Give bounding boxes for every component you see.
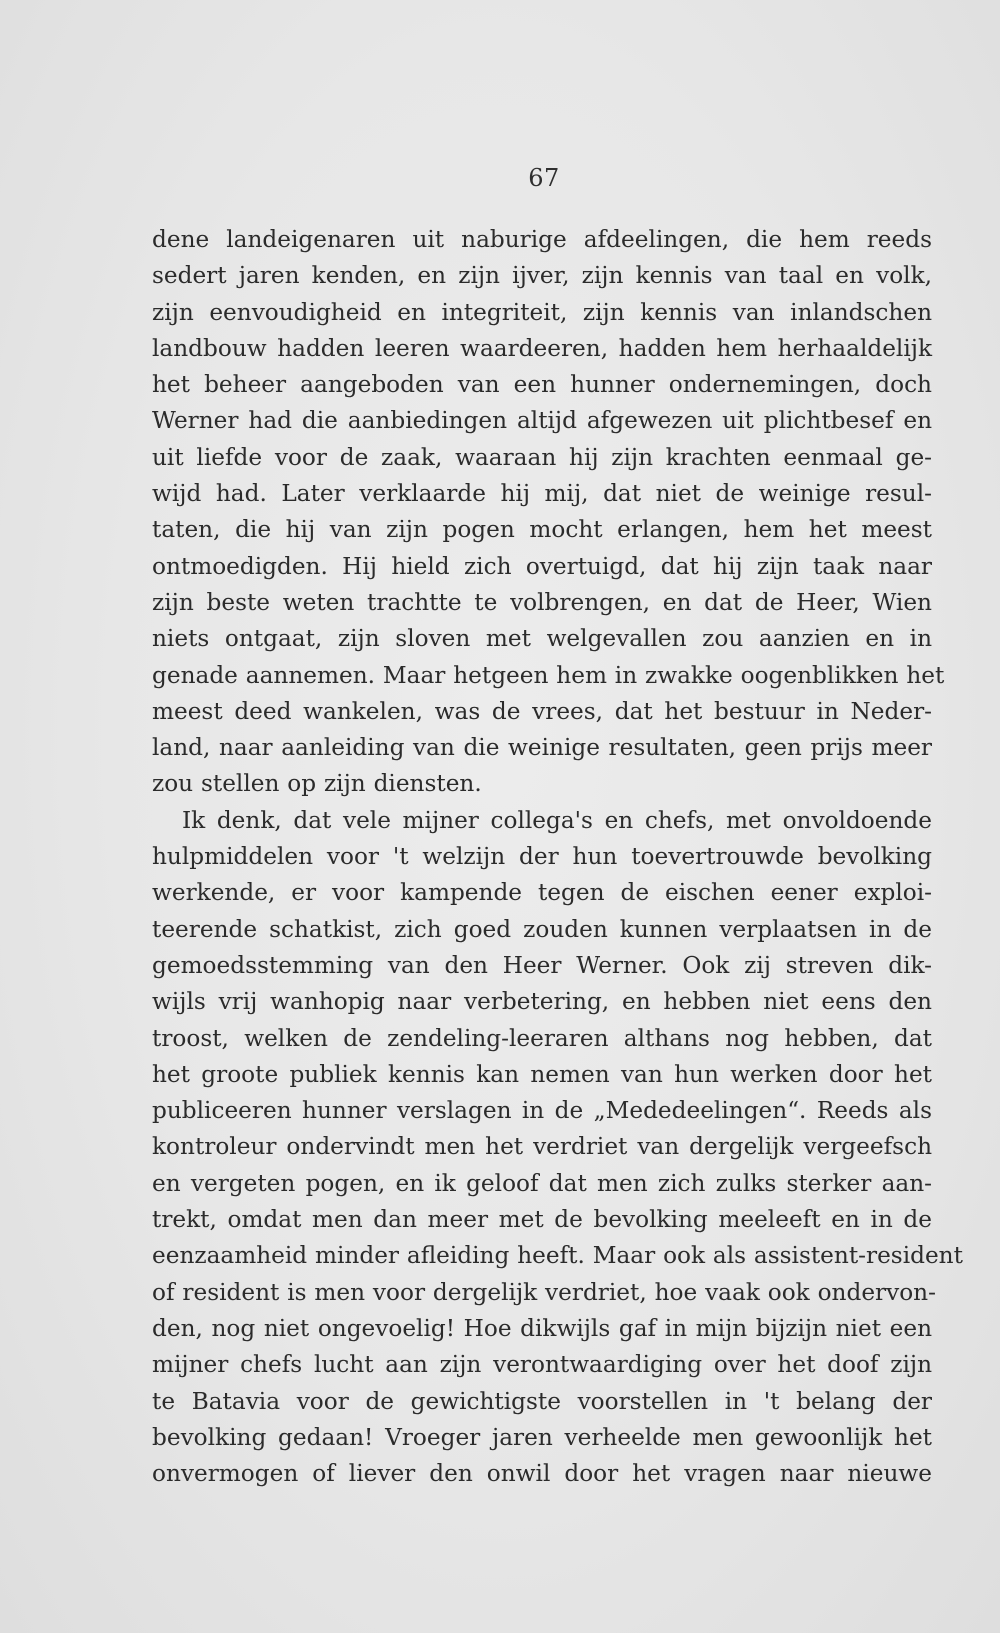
text-line: kontroleur ondervindt men het verdriet van dergelijk vergeefsch — [152, 1133, 932, 1161]
page-number: 67 — [528, 164, 560, 192]
text-line: trekt, omdat men dan meer met de bevolking meeleeft en in de — [152, 1206, 932, 1234]
text-line: genade aannemen. Maar hetgeen hem in zwakke oogenblikken het — [152, 661, 945, 689]
text-line: te Batavia voor de gewichtigste voorstellen in 't belang der — [152, 1387, 932, 1415]
text-line: zijn eenvoudigheid en integriteit, zijn kennis van inlandschen — [152, 298, 932, 326]
text-line: het beheer aangeboden van een hunner ondernemingen, doch — [152, 371, 932, 399]
body-text — [152, 222, 963, 1492]
text-line: hulpmiddelen voor 't welzijn der hun toevertrouwde bevolking — [152, 843, 932, 871]
text-line: teerende schatkist, zich goed zouden kunnen verplaatsen in de — [152, 915, 932, 943]
text-line: ontmoedigden. Hij hield zich overtuigd, dat hij zijn taak naar — [152, 552, 932, 580]
text-line: troost, welken de zendeling-leeraren althans nog hebben, dat — [152, 1024, 932, 1052]
text-line: dene landeigenaren uit naburige afdeelingen, die hem reeds — [152, 226, 932, 253]
text-line: gemoedsstemming van den Heer Werner. Ook zij streven dik- — [152, 951, 932, 979]
text-line: Ik denk, dat vele mijner collega's en chefs, met onvoldoende — [182, 806, 932, 834]
text-line: eenzaamheid minder afleiding heeft. Maar ook als assistent-resident — [152, 1242, 963, 1270]
text-line: onvermogen of liever den onwil door het vragen naar nieuwe — [152, 1460, 932, 1488]
text-line: wijd had. Later verklaarde hij mij, dat niet de weinige resul- — [152, 480, 932, 508]
text-line: het groote publiek kennis kan nemen van hun werken door het — [152, 1060, 932, 1088]
text-line: meest deed wankelen, was de vrees, dat het bestuur in Neder- — [152, 697, 932, 725]
text-line: niets ontgaat, zijn sloven met welgevallen zou aanzien en in — [152, 625, 932, 653]
text-line: publiceeren hunner verslagen in de „Mededeelingen“. Reeds als — [152, 1097, 932, 1125]
text-line: sedert jaren kenden, en zijn ijver, zijn kennis van taal en volk, — [152, 262, 932, 290]
text-line: bevolking gedaan! Vroeger jaren verheelde men gewoonlijk het — [152, 1423, 932, 1451]
text-line: zijn beste weten trachtte te volbrengen, en dat de Heer, Wien — [152, 588, 932, 616]
text-line: Werner had die aanbiedingen altijd afgewezen uit plichtbesef en — [152, 407, 932, 435]
text-line: land, naar aanleiding van die weinige resultaten, geen prijs meer — [152, 734, 932, 762]
text-line: uit liefde voor de zaak, waaraan hij zijn krachten eenmaal ge- — [152, 443, 932, 471]
text-line: zou stellen op zijn diensten. — [152, 770, 482, 798]
text-line: en vergeten pogen, en ik geloof dat men zich zulks sterker aan- — [152, 1169, 932, 1197]
text-line: den, nog niet ongevoelig! Hoe dikwijls gaf in mijn bijzijn niet een — [152, 1314, 932, 1342]
text-line: landbouw hadden leeren waardeeren, hadden hem herhaaldelijk — [152, 334, 932, 362]
text-line: of resident is men voor dergelijk verdriet, hoe vaak ook ondervon- — [152, 1278, 936, 1306]
text-line: wijls vrij wanhopig naar verbetering, en hebben niet eens den — [152, 988, 932, 1016]
text-line: werkende, er voor kampende tegen de eischen eener exploi- — [152, 879, 932, 907]
text-line: mijner chefs lucht aan zijn verontwaardiging over het doof zijn — [152, 1351, 932, 1379]
text-line: taten, die hij van zijn pogen mocht erlangen, hem het meest — [152, 516, 932, 544]
